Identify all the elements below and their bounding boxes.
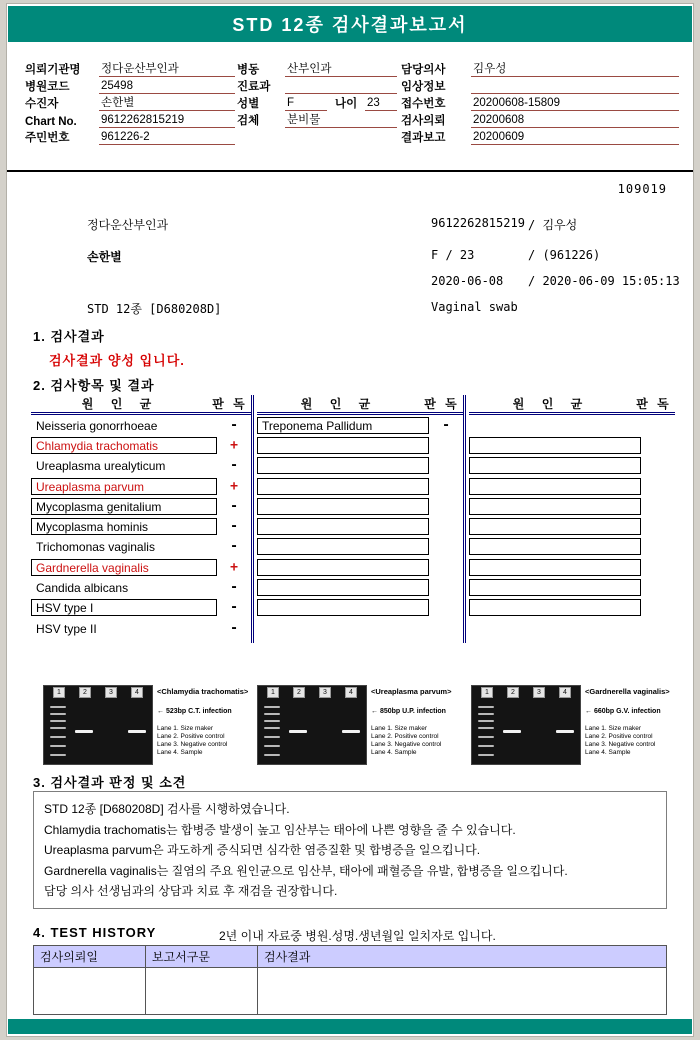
organism-name bbox=[257, 559, 429, 576]
gel-panel bbox=[43, 685, 251, 765]
organism-name: Treponema Pallidum bbox=[257, 417, 429, 434]
opinion-line: Ureaplasma parvum은 과도하게 증식되면 심각한 염증질환 및 합병증을 일으킵니다. bbox=[44, 843, 481, 857]
organism-name: Candida albicans bbox=[36, 581, 129, 596]
field-label: 접수번호 bbox=[401, 98, 446, 110]
patient-field-row bbox=[401, 60, 679, 77]
field-label: 결과보고 bbox=[401, 132, 446, 144]
field-label: 진료과 bbox=[237, 81, 271, 93]
summary-right-value: / 2020-06-09 15:05:13 bbox=[528, 274, 680, 288]
result-row bbox=[257, 476, 463, 496]
field-value: 분비물 bbox=[285, 111, 397, 128]
patient-field-row bbox=[401, 128, 679, 145]
lane-number: 4 bbox=[345, 687, 357, 698]
result-row bbox=[257, 435, 463, 455]
lane-number: 3 bbox=[319, 687, 331, 698]
organism-name bbox=[469, 437, 641, 454]
field-label: 담당의사 bbox=[401, 64, 446, 76]
result-mark: - bbox=[230, 600, 238, 616]
document-number: 109019 bbox=[617, 182, 667, 196]
verdict-header-label: 판 독 bbox=[636, 397, 672, 411]
result-row bbox=[31, 537, 251, 557]
organism-name: Neisseria gonorrhoeae bbox=[36, 418, 158, 433]
gel-info bbox=[367, 685, 465, 765]
summary-row bbox=[7, 300, 693, 326]
result-mark: - bbox=[230, 539, 238, 555]
result-row bbox=[469, 557, 675, 577]
history-header-cell: 보고서구문 bbox=[146, 946, 258, 967]
gel-lane-numbers bbox=[260, 687, 364, 698]
result-row bbox=[469, 537, 675, 557]
gel-ladder-band bbox=[264, 720, 280, 722]
lane-number: 1 bbox=[481, 687, 493, 698]
field-value: 산부인과 bbox=[285, 60, 397, 77]
patient-field-row bbox=[25, 128, 235, 145]
history-body-cell bbox=[258, 968, 666, 1014]
result-row bbox=[31, 516, 251, 536]
gel-panel bbox=[257, 685, 465, 765]
opinion-box bbox=[33, 791, 667, 909]
patient-field-row bbox=[237, 94, 397, 111]
organism-header-label: 원 인 균 bbox=[512, 397, 590, 411]
result-row bbox=[257, 598, 463, 618]
verdict-header-label: 판 독 bbox=[424, 397, 460, 411]
field-label: 검체 bbox=[237, 115, 260, 127]
summary-left-value: STD 12종 [D680208D] bbox=[87, 302, 222, 316]
opinion-line: Chlamydia trachomatis는 합병증 발생이 높고 임산부는 태아에 나쁜 영향을 줄 수 있습니다. bbox=[44, 822, 516, 837]
result-row bbox=[31, 618, 251, 638]
results-column-separator bbox=[463, 395, 466, 643]
gel-ladder-band bbox=[50, 754, 66, 756]
field-label: 나이 bbox=[335, 98, 358, 110]
gel-sample-band bbox=[289, 730, 307, 733]
result-mark: - bbox=[230, 417, 238, 433]
field-value bbox=[285, 80, 397, 94]
results-column-header bbox=[469, 395, 675, 415]
organism-name bbox=[257, 478, 429, 495]
gel-sample-band bbox=[342, 730, 360, 733]
gel-info bbox=[581, 685, 679, 765]
gel-sample-band bbox=[128, 730, 146, 733]
gel-legend bbox=[157, 725, 251, 757]
gel-ladder-band bbox=[478, 720, 494, 722]
patient-field-row bbox=[25, 60, 235, 77]
history-note: 2년 이내 자료중 병원.성명.생년월일 일치자로 입니다. bbox=[219, 929, 496, 943]
gel-legend-item: Lane 4. Sample bbox=[371, 749, 417, 756]
results-column-separator bbox=[251, 395, 254, 643]
patient-field-row bbox=[25, 111, 235, 128]
history-empty-row bbox=[34, 968, 666, 1014]
result-row bbox=[31, 557, 251, 577]
gel-image bbox=[257, 685, 367, 765]
organism-name bbox=[469, 457, 641, 474]
history-header-cell: 검사결과 bbox=[264, 950, 311, 964]
field-value: 20200609 bbox=[471, 131, 679, 145]
field-label: 주민번호 bbox=[25, 132, 70, 144]
gel-lane-numbers bbox=[46, 687, 150, 698]
summary-row bbox=[7, 274, 693, 300]
field-value: 25498 bbox=[99, 80, 235, 94]
section2-heading: 2. 검사항목 및 결과 bbox=[33, 378, 155, 393]
result-mark: - bbox=[230, 498, 238, 514]
gel-ladder-band bbox=[264, 706, 280, 708]
patient-info-right-column bbox=[401, 60, 679, 145]
organism-name bbox=[257, 498, 429, 515]
result-row bbox=[257, 415, 463, 435]
result-row bbox=[257, 577, 463, 597]
summary-row bbox=[7, 248, 693, 274]
result-row bbox=[31, 435, 251, 455]
results-column-header bbox=[257, 395, 463, 415]
result-row bbox=[469, 435, 675, 455]
gel-legend-item: Lane 1. Size maker bbox=[157, 725, 214, 732]
result-row bbox=[257, 537, 463, 557]
gel-title: <Gardnerella vaginalis> bbox=[585, 687, 670, 696]
organism-name bbox=[469, 538, 641, 555]
organism-name bbox=[257, 457, 429, 474]
gel-image bbox=[471, 685, 581, 765]
gel-ladder-band bbox=[50, 745, 66, 747]
result-row bbox=[469, 415, 675, 435]
organism-name: Gardnerella vaginalis bbox=[31, 559, 217, 576]
result-row bbox=[469, 598, 675, 618]
gel-lane-numbers bbox=[474, 687, 578, 698]
result-row bbox=[469, 456, 675, 476]
organism-name: HSV type I bbox=[31, 599, 217, 616]
patient-info-left-column bbox=[25, 60, 235, 145]
gel-image bbox=[43, 685, 153, 765]
gel-ladder-band bbox=[50, 727, 66, 729]
patient-info-middle-column bbox=[237, 60, 397, 128]
summary-row bbox=[7, 216, 693, 242]
history-body-cell bbox=[146, 968, 258, 1014]
patient-field-row bbox=[401, 111, 679, 128]
organism-name: Mycoplasma hominis bbox=[31, 518, 217, 535]
lane-number: 2 bbox=[507, 687, 519, 698]
organism-name bbox=[469, 579, 641, 596]
result-mark: - bbox=[230, 458, 238, 474]
result-mark: - bbox=[230, 580, 238, 596]
gel-panel bbox=[471, 685, 679, 765]
patient-field-row bbox=[237, 60, 397, 77]
field-value bbox=[471, 80, 679, 94]
section3-heading: 3. 검사결과 판정 및 소견 bbox=[33, 775, 187, 790]
gel-legend-item: Lane 2. Positive control bbox=[585, 733, 653, 740]
opinion-line: 담당 의사 선생님과의 상담과 치료 후 재검을 권장합니다. bbox=[44, 884, 338, 898]
organism-name bbox=[257, 579, 429, 596]
patient-field-row bbox=[237, 77, 397, 94]
patient-field-row bbox=[401, 77, 679, 94]
patient-field-row bbox=[25, 77, 235, 94]
field-label: 의뢰기관명 bbox=[25, 64, 81, 76]
results-table bbox=[7, 395, 693, 647]
field-label: 병원코드 bbox=[25, 81, 70, 93]
summary-left-value: 정다운산부인과 bbox=[87, 218, 169, 232]
organism-name: HSV type II bbox=[36, 621, 97, 636]
gel-ladder-band bbox=[264, 745, 280, 747]
lane-number: 4 bbox=[559, 687, 571, 698]
report-title-bar bbox=[8, 6, 692, 42]
gel-ladder-band bbox=[264, 754, 280, 756]
organism-name bbox=[257, 518, 429, 535]
patient-field-row bbox=[25, 94, 235, 111]
result-row bbox=[257, 618, 463, 638]
lane-number: 4 bbox=[131, 687, 143, 698]
result-row bbox=[31, 496, 251, 516]
result-row bbox=[257, 456, 463, 476]
report-title: STD 12종 검사결과보고서 bbox=[232, 15, 468, 35]
lane-number: 1 bbox=[53, 687, 65, 698]
field-value: 23 bbox=[365, 97, 397, 111]
field-label: 병동 bbox=[237, 64, 260, 76]
result-row bbox=[257, 496, 463, 516]
gel-legend-item: Lane 4. Sample bbox=[585, 749, 631, 756]
organism-name: Chlamydia trachomatis bbox=[31, 437, 217, 454]
gel-ladder-band bbox=[478, 727, 494, 729]
history-header-row bbox=[34, 946, 666, 968]
gel-ladder-band bbox=[478, 754, 494, 756]
result-row bbox=[31, 577, 251, 597]
patient-field-row bbox=[237, 111, 397, 128]
result-row bbox=[469, 476, 675, 496]
result-row bbox=[469, 618, 675, 638]
organism-name bbox=[257, 599, 429, 616]
result-row bbox=[469, 496, 675, 516]
field-value: 정다운산부인과 bbox=[99, 60, 235, 77]
gel-title: <Ureaplasma parvum> bbox=[371, 687, 452, 696]
result-row bbox=[31, 415, 251, 435]
gel-info bbox=[153, 685, 251, 765]
organism-name bbox=[469, 498, 641, 515]
result-row bbox=[31, 456, 251, 476]
history-body-cell bbox=[34, 968, 146, 1014]
result-row bbox=[257, 516, 463, 536]
result-mark: - bbox=[230, 620, 238, 636]
lane-number: 2 bbox=[293, 687, 305, 698]
result-row bbox=[469, 577, 675, 597]
organism-name: Trichomonas vaginalis bbox=[36, 540, 155, 555]
section1-heading: 1. 검사결과 bbox=[33, 329, 105, 344]
gel-electrophoresis-images bbox=[43, 685, 685, 765]
gel-sample-band bbox=[75, 730, 93, 733]
gel-legend-item: Lane 2. Positive control bbox=[157, 733, 225, 740]
result-mark: + bbox=[230, 437, 238, 453]
organism-name bbox=[257, 437, 429, 454]
gel-sample-band bbox=[503, 730, 521, 733]
section-divider bbox=[7, 170, 693, 172]
field-label: 임상정보 bbox=[401, 81, 446, 93]
history-header-cell: 검사의뢰일 bbox=[34, 946, 146, 967]
lane-number: 2 bbox=[79, 687, 91, 698]
field-value: 김우성 bbox=[471, 60, 679, 77]
gel-legend bbox=[585, 725, 679, 757]
field-value: 손한별 bbox=[99, 94, 235, 111]
gel-band-label: ← 523bp C.T. infection bbox=[157, 708, 232, 715]
gel-ladder-band bbox=[264, 736, 280, 738]
gel-legend bbox=[371, 725, 465, 757]
summary-left-value: 손한별 bbox=[87, 250, 122, 264]
overall-result-text: 검사결과 양성 입니다. bbox=[49, 353, 185, 368]
field-value: 961226-2 bbox=[99, 131, 235, 145]
results-column-header bbox=[31, 395, 251, 415]
result-mark: + bbox=[230, 559, 238, 575]
gel-title: <Chlamydia trachomatis> bbox=[157, 687, 249, 696]
verdict-header-label: 판 독 bbox=[212, 397, 248, 411]
organism-name bbox=[469, 559, 641, 576]
result-mark: - bbox=[230, 519, 238, 535]
field-label: Chart No. bbox=[25, 116, 77, 128]
opinion-line: Gardnerella vaginalis는 질염의 주요 원인균으로 임산부, 태아에 패혈증을 유발, 합병증을 일으킵니다. bbox=[44, 863, 568, 878]
organism-name: Ureaplasma parvum bbox=[31, 478, 217, 495]
report-page bbox=[6, 3, 694, 1037]
gel-legend-item: Lane 4. Sample bbox=[157, 749, 203, 756]
section4-heading: 4. TEST HISTORY bbox=[33, 925, 157, 940]
organism-name: Mycoplasma genitalium bbox=[31, 498, 217, 515]
gel-legend-item: Lane 1. Size maker bbox=[585, 725, 642, 732]
gel-band-label: ← 660bp G.V. infection bbox=[585, 708, 661, 715]
lane-number: 3 bbox=[105, 687, 117, 698]
result-row bbox=[257, 557, 463, 577]
organism-name: Ureaplasma urealyticum bbox=[36, 459, 166, 474]
gel-ladder-band bbox=[478, 736, 494, 738]
field-label: 성별 bbox=[237, 98, 260, 110]
field-value: 20200608 bbox=[471, 114, 679, 128]
organism-header-label: 원 인 균 bbox=[300, 397, 378, 411]
gel-ladder-band bbox=[50, 713, 66, 715]
gel-band-label: ← 850bp U.P. infection bbox=[371, 708, 446, 715]
gel-legend-item: Lane 3. Negative control bbox=[371, 741, 442, 748]
gel-legend-item: Lane 1. Size maker bbox=[371, 725, 428, 732]
field-value: 9612262815219 bbox=[99, 114, 235, 128]
gel-ladder-band bbox=[50, 720, 66, 722]
summary-mid-value: 2020-06-08 bbox=[431, 274, 504, 288]
opinion-line: STD 12종 [D680208D] 검사를 시행하였습니다. bbox=[44, 802, 290, 816]
gel-sample-band bbox=[556, 730, 574, 733]
summary-mid-value: 9612262815219 bbox=[431, 216, 525, 230]
field-label: 수진자 bbox=[25, 98, 59, 110]
results-column bbox=[469, 395, 675, 638]
summary-mid-value: F / 23 bbox=[431, 248, 475, 262]
summary-right-value: / 김우성 bbox=[528, 218, 578, 232]
gel-legend-item: Lane 3. Negative control bbox=[157, 741, 228, 748]
organism-name bbox=[469, 620, 641, 637]
gel-legend-item: Lane 3. Negative control bbox=[585, 741, 656, 748]
gel-ladder-band bbox=[478, 713, 494, 715]
results-column bbox=[31, 395, 251, 638]
gel-ladder-band bbox=[264, 713, 280, 715]
patient-info-section bbox=[7, 44, 693, 170]
gel-ladder-band bbox=[50, 706, 66, 708]
gel-ladder-band bbox=[50, 736, 66, 738]
organism-name bbox=[469, 417, 641, 434]
gel-ladder-band bbox=[478, 745, 494, 747]
results-column bbox=[257, 395, 463, 638]
summary-block bbox=[7, 216, 693, 326]
organism-header-label: 원 인 균 bbox=[81, 397, 159, 411]
result-mark: + bbox=[230, 478, 238, 494]
gel-legend-item: Lane 2. Positive control bbox=[371, 733, 439, 740]
result-row bbox=[469, 516, 675, 536]
summary-right-value: / (961226) bbox=[528, 248, 601, 262]
footer-bar bbox=[8, 1019, 692, 1034]
organism-name bbox=[469, 478, 641, 495]
field-value: F bbox=[285, 97, 327, 111]
organism-name bbox=[257, 538, 429, 555]
field-value: 20200608-15809 bbox=[471, 97, 679, 111]
result-mark: - bbox=[442, 417, 450, 433]
organism-name bbox=[257, 620, 429, 637]
result-row bbox=[31, 598, 251, 618]
organism-name bbox=[469, 518, 641, 535]
organism-name bbox=[469, 599, 641, 616]
result-row bbox=[31, 476, 251, 496]
gel-ladder-band bbox=[264, 727, 280, 729]
patient-field-row bbox=[401, 94, 679, 111]
gel-ladder-band bbox=[478, 706, 494, 708]
test-history-table bbox=[33, 945, 667, 1015]
summary-mid-value: Vaginal swab bbox=[431, 300, 518, 314]
lane-number: 3 bbox=[533, 687, 545, 698]
lane-number: 1 bbox=[267, 687, 279, 698]
field-label: 검사의뢰 bbox=[401, 115, 446, 127]
